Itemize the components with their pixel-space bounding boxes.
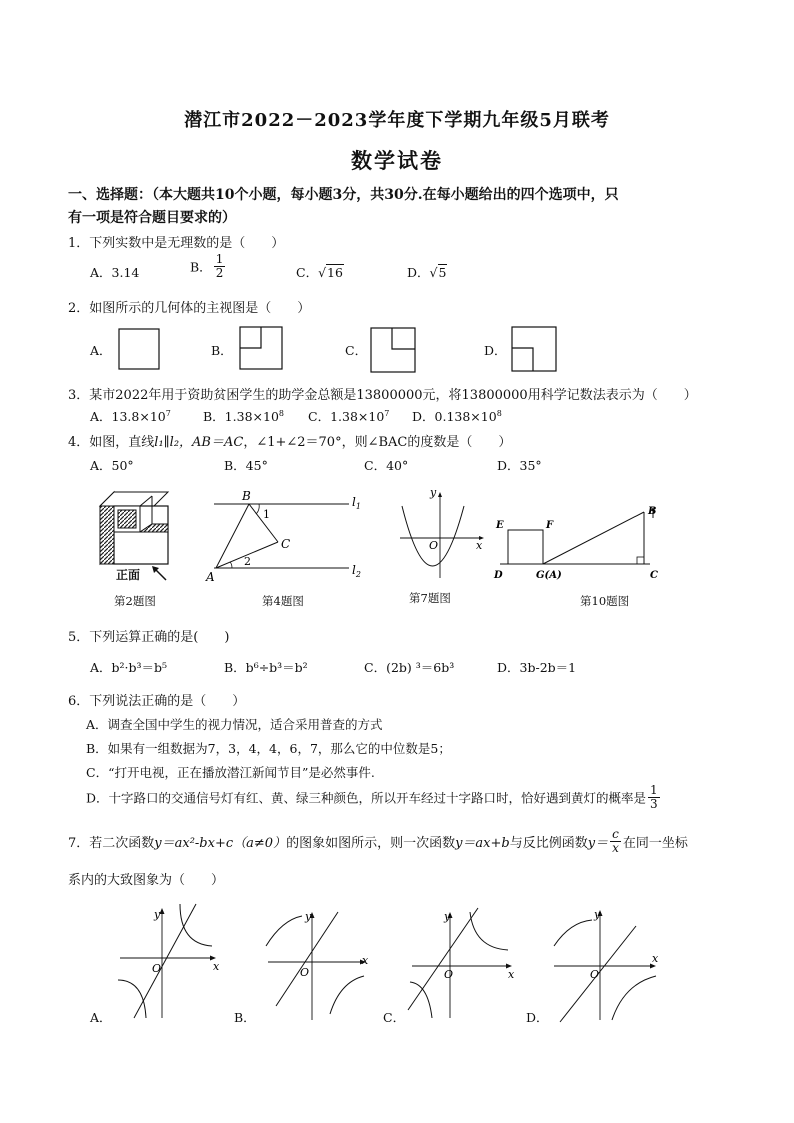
q2-stem: 2．如图所示的几何体的主视图是（ ） [68, 301, 311, 316]
q7-stem-func: y＝ax²-bx+c（a≠0） [154, 836, 287, 851]
q3-d-base: D．0.138×10 [412, 409, 497, 424]
q4-stem-eq: AB＝AC [192, 435, 244, 450]
q3-c-exp: 7 [384, 408, 390, 418]
q7-graph-a [110, 900, 230, 1022]
figure-10-label-E: E [496, 520, 504, 531]
q3-stem: 3．某市2022年用于资助贫困学生的助学金总额是13800000元，将13800000用科学记数法表示为（ ） [68, 388, 697, 403]
q4-option-c: C．40° [364, 458, 409, 473]
q2-view-b [239, 326, 283, 370]
q7-stem-line2: 系内的大致图象为（ ） [68, 873, 225, 888]
q1-stem: 1．下列实数中是无理数的是（ ） [68, 236, 285, 251]
q3-option-a [90, 407, 171, 425]
figure-10-caption: 第10题图 [580, 594, 630, 608]
figure-4-label-C: C [281, 537, 291, 551]
origin-label: O [590, 968, 600, 981]
q7-stem-linear: y＝ax+b [455, 836, 510, 851]
q3-b-base: B．1.38×10 [203, 409, 279, 424]
figure-7-origin: O [429, 539, 439, 552]
q3-a-exp: 7 [165, 408, 171, 418]
radicand: 16 [327, 265, 343, 280]
q5-option-b: B．b⁶÷b³＝b² [224, 660, 308, 675]
q3-option-b [203, 407, 284, 425]
q6-option-c: C．“打开电视，正在播放潜江新闻节目”是必然事件. [86, 765, 375, 780]
axis-x-label: x [652, 952, 659, 965]
q7-option-d: D． [526, 1010, 549, 1025]
q7-inverse-fraction [610, 828, 621, 855]
q3-c-base: C．1.38×10 [308, 409, 385, 424]
q2-view-c [370, 327, 416, 373]
q3-d-exp: 8 [496, 408, 502, 418]
q5-option-c: C．(2b) ³＝6b³ [364, 660, 455, 675]
q7-graph-b [258, 906, 378, 1024]
q6-stem: 6．下列说法正确的是（ ） [68, 694, 246, 709]
figure-2-caption: 第2题图 [114, 594, 156, 608]
figure-4-angle-2: 2 [244, 555, 251, 568]
sqrt-symbol: √5 [429, 265, 447, 280]
q7-option-b: B． [234, 1010, 256, 1025]
figure-4-angle-1: 1 [263, 508, 270, 521]
axis-y-label: y [305, 910, 312, 923]
q1-option-c [296, 263, 344, 281]
q6-option-d-text: D．十字路口的交通信号灯有红、黄、绿三种颜色，所以开车经过十字路口时，恰好遇到黄灯的概率是 [86, 790, 647, 806]
fraction-numerator: 1 [650, 783, 658, 797]
figure-10-label-F: F [546, 520, 554, 531]
l1-letter: l [352, 495, 356, 509]
figure-7-caption: 第7题图 [409, 591, 451, 605]
q4-option-d: D．35° [497, 458, 542, 473]
q6-option-d-fraction [648, 784, 660, 811]
q7-stem-inverse: y＝ [587, 836, 609, 851]
q4-option-b: B．45° [224, 458, 268, 473]
fraction-denominator: 2 [215, 266, 224, 280]
figure-4-label-A: A [206, 570, 215, 584]
axis-y-label: y [154, 908, 161, 921]
fraction-denominator: x [612, 841, 619, 855]
figure-10-label-G: G(A) [536, 570, 562, 581]
q1-option-a: A．3.14 [90, 265, 140, 280]
figure-2-front-label: 正面 [116, 568, 141, 582]
q4-option-a: A．50° [90, 458, 134, 473]
q4-stem-lines: l₁∥l₂， [154, 435, 193, 450]
q7-stem-mid2: 与反比例函数 [509, 836, 588, 851]
fraction-numerator: c [610, 828, 621, 842]
q4-stem-pre: 4．如图，直线 [68, 435, 155, 450]
q5-option-d: D．3b-2b＝1 [497, 660, 577, 675]
q2-option-a: A． [90, 343, 112, 358]
figure-4-line-l1 [352, 495, 361, 511]
exam-subject: 数学试卷 [351, 148, 443, 173]
q6-option-b: B．如果有一组数据为7，3，4，4，6，7，那么它的中位数是5； [86, 741, 451, 756]
axis-y-label: y [444, 910, 451, 923]
q7-option-a: A． [90, 1010, 112, 1025]
q2-option-c: C． [345, 343, 368, 358]
l1-subscript: 1 [355, 502, 361, 511]
figure-4-line-l2 [352, 563, 361, 579]
q5-option-a: A．b²·b³＝b⁵ [90, 660, 168, 675]
q7-stem-mid: 的图象如图所示，则一次函数 [286, 836, 456, 851]
figure-10-label-D: D [494, 570, 503, 581]
q2-option-d: D． [484, 343, 507, 358]
figure-7-parabola [394, 486, 490, 582]
q6-option-d [86, 784, 662, 811]
q7-stem-post: 在同一坐标 [622, 836, 688, 851]
axis-x-label: x [362, 954, 369, 967]
figure-10-label-B: B [648, 506, 657, 517]
q1-option-b-fraction [214, 253, 226, 280]
origin-label: O [300, 966, 310, 979]
axis-y-label: y [594, 908, 601, 921]
q4-stem-post: ，∠1+∠2＝70°，则∠BAC的度数是（ ） [243, 435, 512, 450]
q7-stem-line1 [68, 828, 688, 855]
exam-title: 潜江市2022－2023学年度下学期九年级5月联考 [184, 110, 610, 131]
q1-option-d-label: D． [407, 265, 430, 280]
q1-option-c-label: C． [296, 265, 319, 280]
q2-view-a [118, 328, 160, 370]
sqrt-symbol: √16 [318, 265, 343, 280]
figure-7-y-label: y [430, 486, 437, 499]
origin-label: O [152, 962, 162, 975]
q6-option-a: A．调查全国中学生的视力情况，适合采用普查的方式 [86, 717, 383, 732]
l2-subscript: 2 [355, 570, 361, 579]
q3-a-base: A．13.8×10 [90, 409, 166, 424]
figure-10-diagram [490, 500, 670, 586]
origin-label: O [444, 968, 454, 981]
section-heading-line2: 有一项是符合题目要求的） [68, 210, 236, 226]
q3-b-exp: 8 [278, 408, 284, 418]
q7-option-c: C． [383, 1010, 406, 1025]
q5-stem: 5．下列运算正确的是( ) [68, 630, 230, 645]
l2-letter: l [352, 563, 356, 577]
q3-option-d [412, 407, 502, 425]
figure-4-label-B: B [242, 489, 251, 503]
q7-graph-d [548, 904, 668, 1024]
q2-option-b: B． [211, 343, 233, 358]
section-heading-line1: 一、选择题：（本大题共10个小题，每小题3分，共30分.在每小题给出的四个选项中，只 [68, 187, 619, 203]
q2-view-d [511, 326, 557, 372]
figure-7-x-label: x [476, 539, 483, 552]
q7-graph-c [404, 906, 524, 1024]
q1-option-b-label: B． [190, 259, 212, 275]
q1-option-b [190, 253, 227, 280]
fraction-denominator: 3 [650, 797, 658, 811]
axis-x-label: x [213, 960, 220, 973]
axis-x-label: x [508, 968, 515, 981]
figure-4-caption: 第4题图 [262, 594, 304, 608]
q1-option-d [407, 263, 447, 281]
q7-stem-pre: 7．若二次函数 [68, 836, 155, 851]
figure-4-diagram [204, 488, 374, 588]
q3-option-c [308, 407, 389, 425]
q4-stem [68, 431, 511, 450]
radicand: 5 [438, 265, 447, 280]
figure-10-label-C: C [650, 570, 658, 581]
fraction-numerator: 1 [215, 252, 224, 266]
